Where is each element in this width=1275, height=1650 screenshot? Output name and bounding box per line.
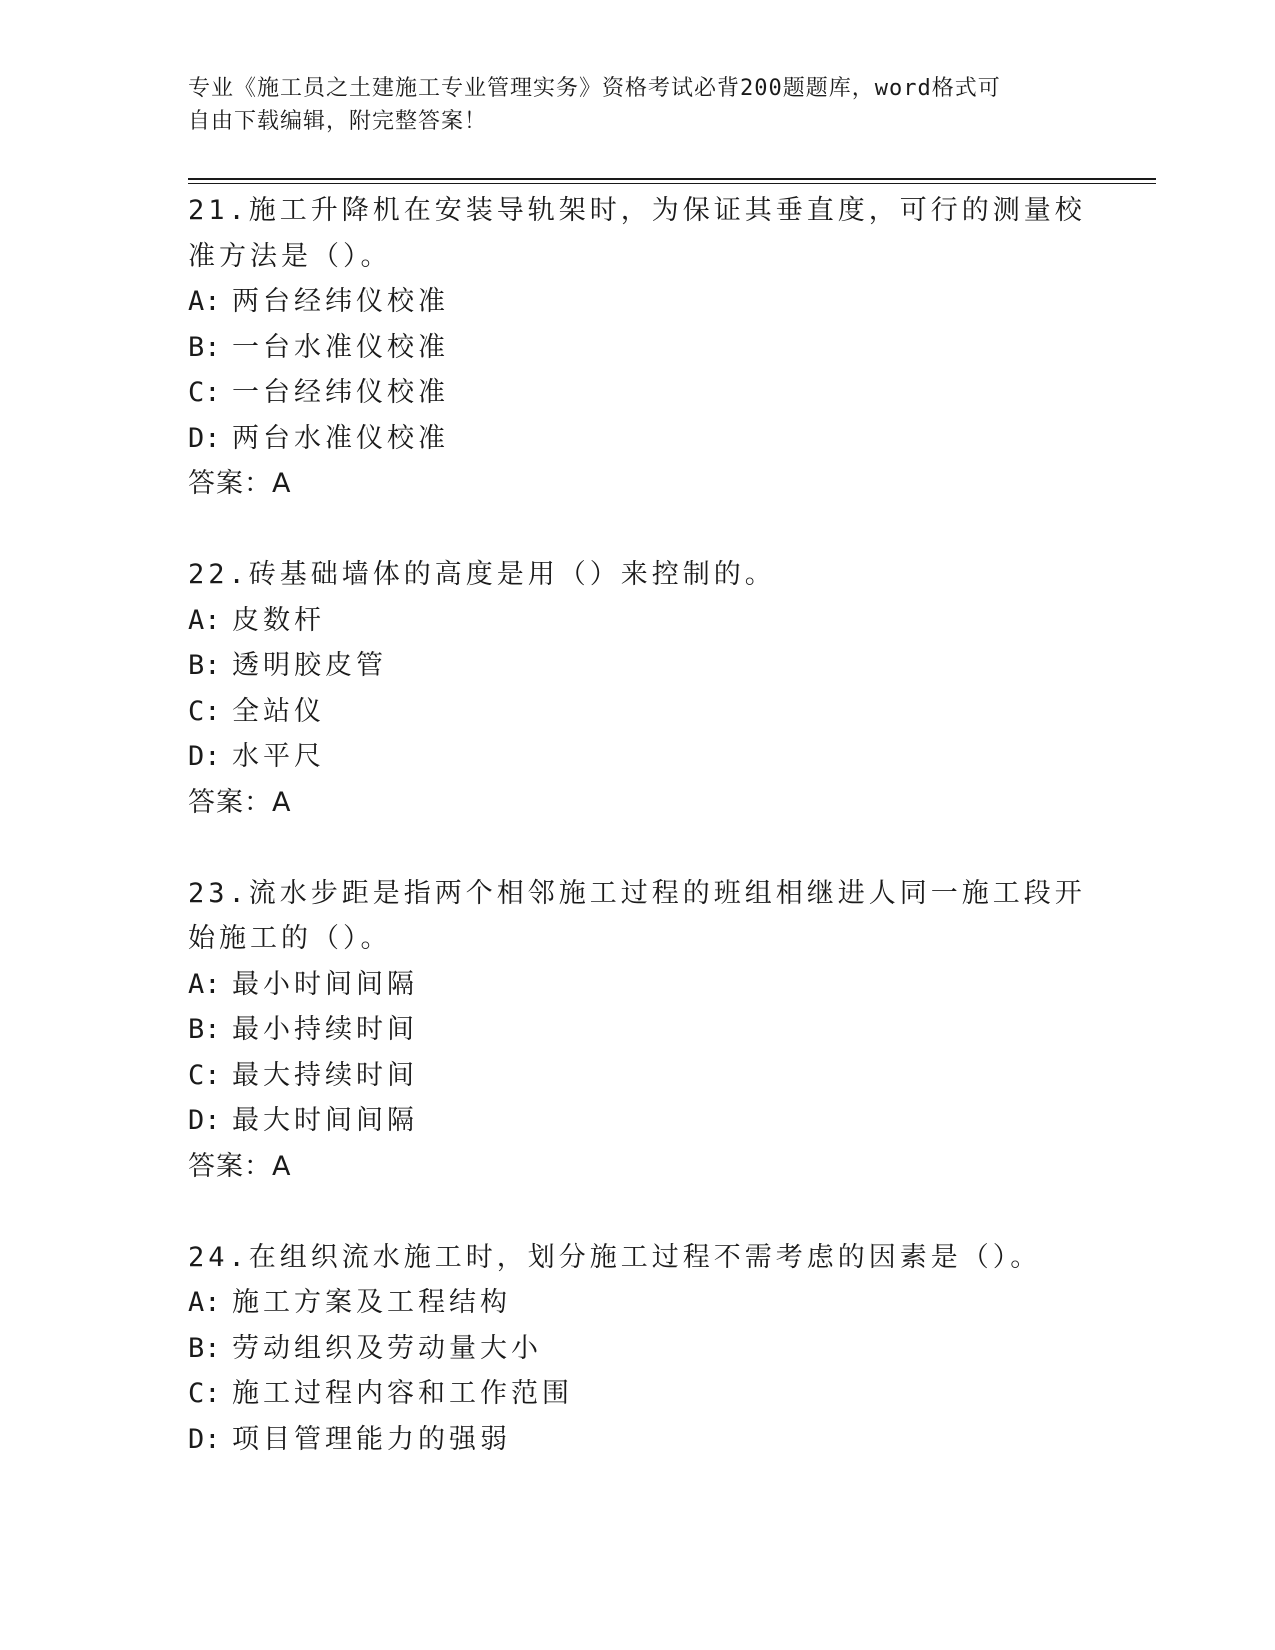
option-text: 两台水准仪校准	[232, 422, 449, 454]
question-text: 23.流水步距是指两个相邻施工过程的班组相继进人同一施工段开始施工的（）。	[188, 877, 1086, 954]
option-key: C:	[188, 695, 221, 727]
option-key: D:	[188, 1423, 221, 1455]
option-d	[188, 734, 1108, 780]
option-d	[188, 416, 1108, 462]
option-key: D:	[188, 741, 221, 772]
option-key: B:	[188, 650, 221, 681]
option-a	[188, 962, 1108, 1008]
header-line-1: 专业《施工员之土建施工专业管理实务》资格考试必背200题题库，word格式可	[188, 76, 1001, 101]
document-header	[188, 72, 1088, 138]
question-23	[188, 871, 1108, 1190]
option-text: 最小时间间隔	[232, 968, 418, 1000]
option-key: C:	[188, 377, 221, 408]
option-text: 最大时间间隔	[232, 1105, 418, 1136]
option-a	[188, 598, 1108, 644]
question-22	[188, 552, 1108, 825]
option-c	[188, 1053, 1108, 1099]
option-text: 最小持续时间	[232, 1014, 418, 1045]
option-b	[188, 643, 1108, 689]
option-key: B:	[188, 331, 221, 363]
option-text: 劳动组织及劳动量大小	[232, 1332, 542, 1364]
option-text: 一台经纬仪校准	[232, 377, 449, 408]
question-list	[188, 188, 1108, 1462]
header-divider-thick	[188, 178, 1156, 180]
option-c	[188, 689, 1108, 735]
question-21	[188, 188, 1108, 507]
option-text: 透明胶皮管	[232, 650, 387, 681]
option-key: A:	[188, 286, 221, 317]
option-key: B:	[188, 1014, 221, 1045]
option-key: D:	[188, 422, 221, 454]
option-text: 皮数杆	[232, 604, 325, 636]
option-text: 施工过程内容和工作范围	[232, 1378, 573, 1409]
option-key: C:	[188, 1378, 221, 1409]
header-divider-thin	[188, 183, 1156, 184]
option-key: D:	[188, 1105, 221, 1136]
option-text: 全站仪	[232, 695, 325, 727]
question-text: 22.砖基础墙体的高度是用（）来控制的。	[188, 559, 776, 590]
question-24	[188, 1235, 1108, 1463]
answer-line: 答案：A	[188, 468, 292, 499]
option-d	[188, 1098, 1108, 1144]
option-key: B:	[188, 1332, 221, 1364]
option-text: 项目管理能力的强弱	[232, 1423, 511, 1455]
answer-line: 答案：A	[188, 1150, 292, 1182]
option-b	[188, 1007, 1108, 1053]
option-text: 施工方案及工程结构	[232, 1287, 511, 1318]
option-c	[188, 1371, 1108, 1417]
option-b	[188, 325, 1108, 371]
option-text: 一台水准仪校准	[232, 331, 449, 363]
option-a	[188, 1280, 1108, 1326]
question-text: 21.施工升降机在安装导轨架时，为保证其垂直度，可行的测量校准方法是（）。	[188, 195, 1086, 272]
option-key: A:	[188, 1287, 221, 1318]
option-key: A:	[188, 604, 221, 636]
option-a	[188, 279, 1108, 325]
question-spacer	[188, 507, 1108, 553]
option-b	[188, 1326, 1108, 1372]
option-key: A:	[188, 968, 221, 1000]
option-c	[188, 370, 1108, 416]
question-spacer	[188, 1189, 1108, 1235]
header-line-2: 自由下载编辑，附完整答案！	[188, 109, 488, 134]
question-spacer	[188, 825, 1108, 871]
option-key: C:	[188, 1059, 221, 1091]
answer-line: 答案：A	[188, 786, 292, 818]
question-text: 24.在组织流水施工时，划分施工过程不需考虑的因素是（）。	[188, 1241, 1042, 1273]
option-text: 最大持续时间	[232, 1059, 418, 1091]
option-text: 水平尺	[232, 741, 325, 772]
option-d	[188, 1417, 1108, 1463]
option-text: 两台经纬仪校准	[232, 286, 449, 317]
